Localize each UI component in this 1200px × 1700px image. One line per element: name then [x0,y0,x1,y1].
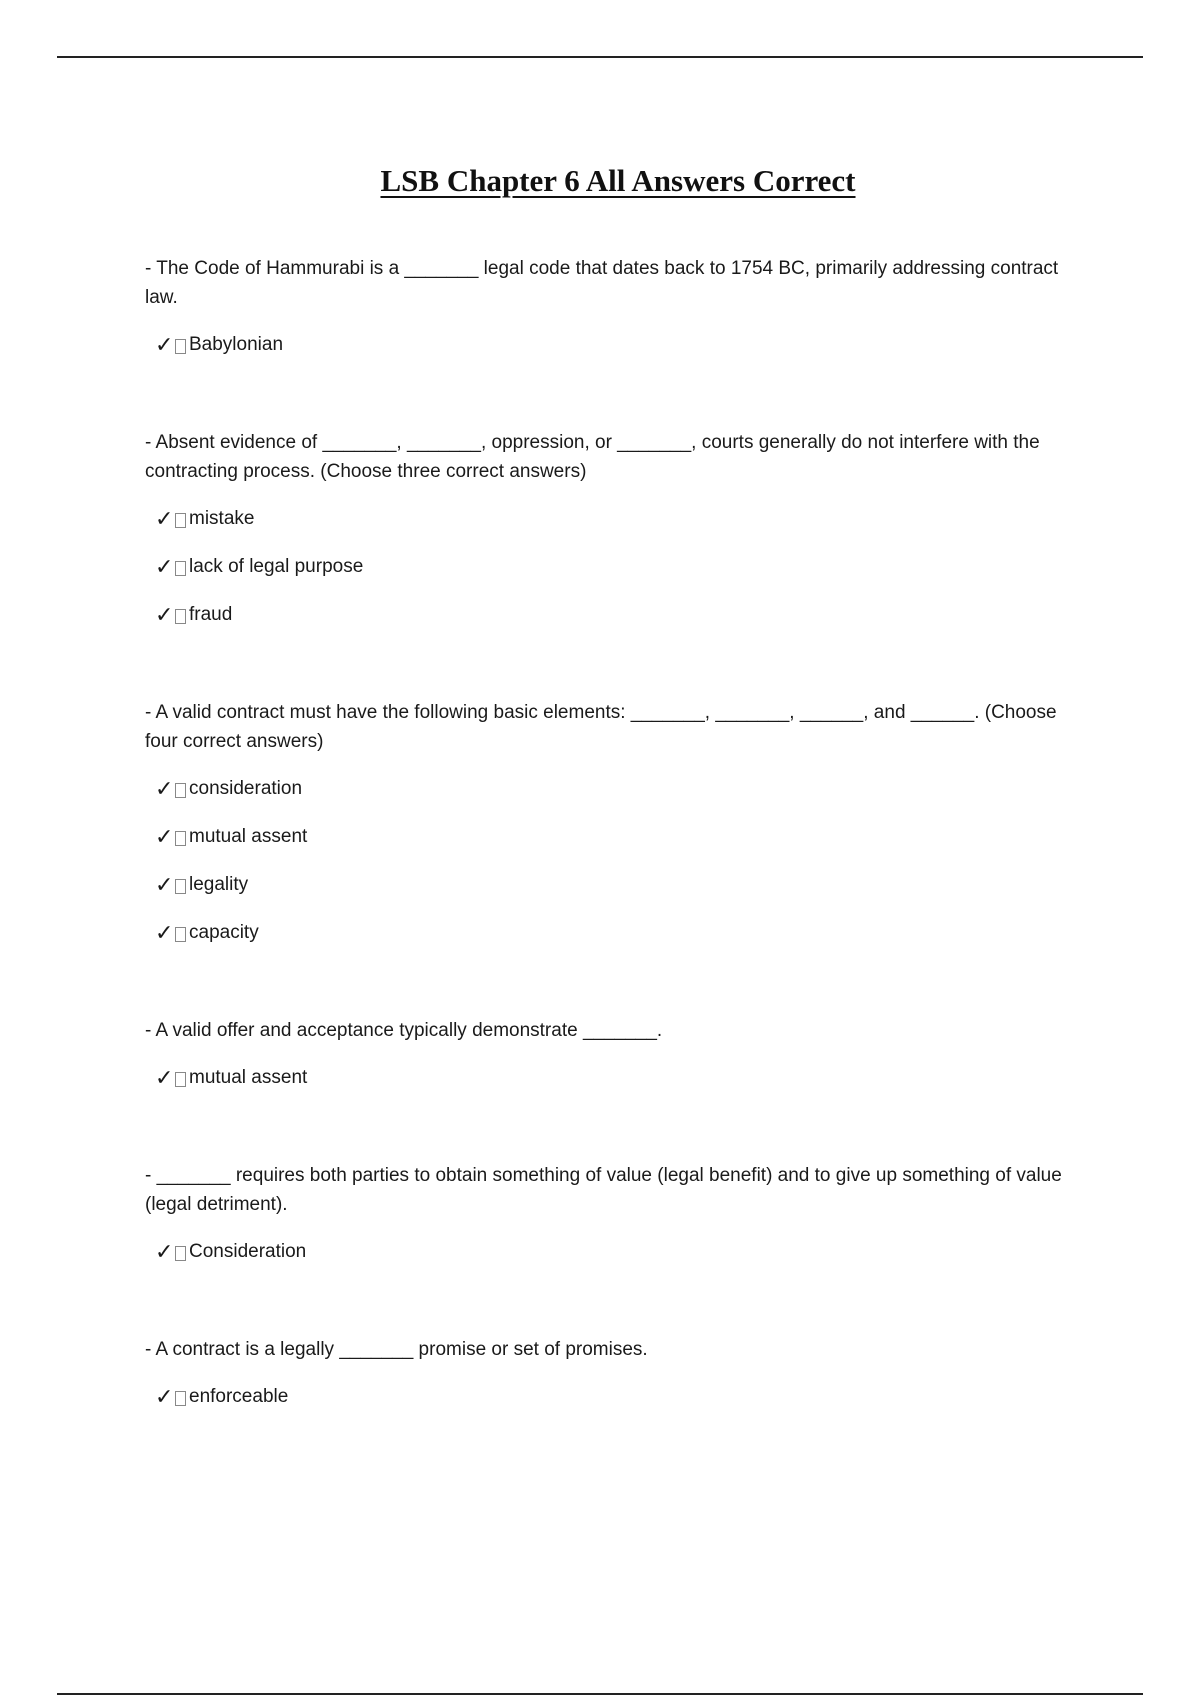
check-mark-icon: ✓ [155,920,174,945]
answer-item [155,918,1085,966]
empty-checkbox-icon [175,1246,186,1261]
answer-list [145,1237,1085,1285]
question-block [145,254,1085,378]
empty-checkbox-icon [175,339,186,354]
empty-checkbox-icon [175,561,186,576]
check-mark-icon: ✓ [155,554,174,579]
page-title: LSB Chapter 6 All Answers Correct [380,162,856,198]
empty-checkbox-icon [175,609,186,624]
answer-text: enforceable [189,1386,289,1407]
question-text: - The Code of Hammurabi is a _______ legal code that dates back to 1754 BC, primarily addressing contract law. [145,258,1059,308]
empty-checkbox-icon [175,927,186,942]
answer-list [145,1382,1085,1430]
question-text: - A valid contract must have the following basic elements: _______, _______, ______, and ______. (Choose four correct answers) [145,702,1057,752]
answer-item [155,1382,1085,1430]
check-mark-icon: ✓ [155,332,174,357]
footer-rule [57,1693,1143,1695]
answer-text: capacity [189,922,259,943]
answer-text: mutual assent [189,1067,308,1088]
answer-text: legality [189,874,249,895]
empty-checkbox-icon [175,513,186,528]
answer-item [155,330,1085,378]
answer-text: Consideration [189,1241,307,1262]
answer-item [155,504,1085,552]
answer-text: mutual assent [189,826,308,847]
answer-item [155,1237,1085,1285]
question-text: - A contract is a legally _______ promise or set of promises. [145,1339,648,1360]
check-mark-icon: ✓ [155,1384,174,1409]
header-rule [57,56,1143,58]
empty-checkbox-icon [175,783,186,798]
answer-list [145,1063,1085,1111]
answer-list [145,330,1085,378]
question-block [145,1161,1085,1285]
question-block [145,698,1085,966]
check-mark-icon: ✓ [155,1065,174,1090]
answer-list [145,774,1085,966]
question-block [145,428,1085,648]
answer-text: Babylonian [189,334,284,355]
question-text: - Absent evidence of _______, _______, oppression, or _______, courts generally do not interfere with the contracting process. (Choose three correct answers) [145,432,1040,482]
empty-checkbox-icon [175,879,186,894]
answer-item [155,552,1085,600]
answer-list [145,504,1085,648]
check-mark-icon: ✓ [155,776,174,801]
answer-item [155,822,1085,870]
empty-checkbox-icon [175,1072,186,1087]
answer-item [155,1063,1085,1111]
check-mark-icon: ✓ [155,824,174,849]
check-mark-icon: ✓ [155,602,174,627]
question-list [145,254,1085,1430]
answer-text: fraud [189,604,233,625]
answer-item [155,774,1085,822]
answer-item [155,600,1085,648]
empty-checkbox-icon [175,831,186,846]
question-block [145,1016,1085,1111]
answer-text: consideration [189,778,303,799]
question-block [145,1335,1085,1430]
answer-text: lack of legal purpose [189,556,364,577]
answer-item [155,870,1085,918]
check-mark-icon: ✓ [155,506,174,531]
check-mark-icon: ✓ [155,872,174,897]
question-text: - A valid offer and acceptance typically demonstrate _______. [145,1020,663,1041]
question-text: - _______ requires both parties to obtain something of value (legal benefit) and to give up something of value (legal detriment). [145,1165,1062,1215]
empty-checkbox-icon [175,1391,186,1406]
answer-text: mistake [189,508,255,529]
check-mark-icon: ✓ [155,1239,174,1264]
